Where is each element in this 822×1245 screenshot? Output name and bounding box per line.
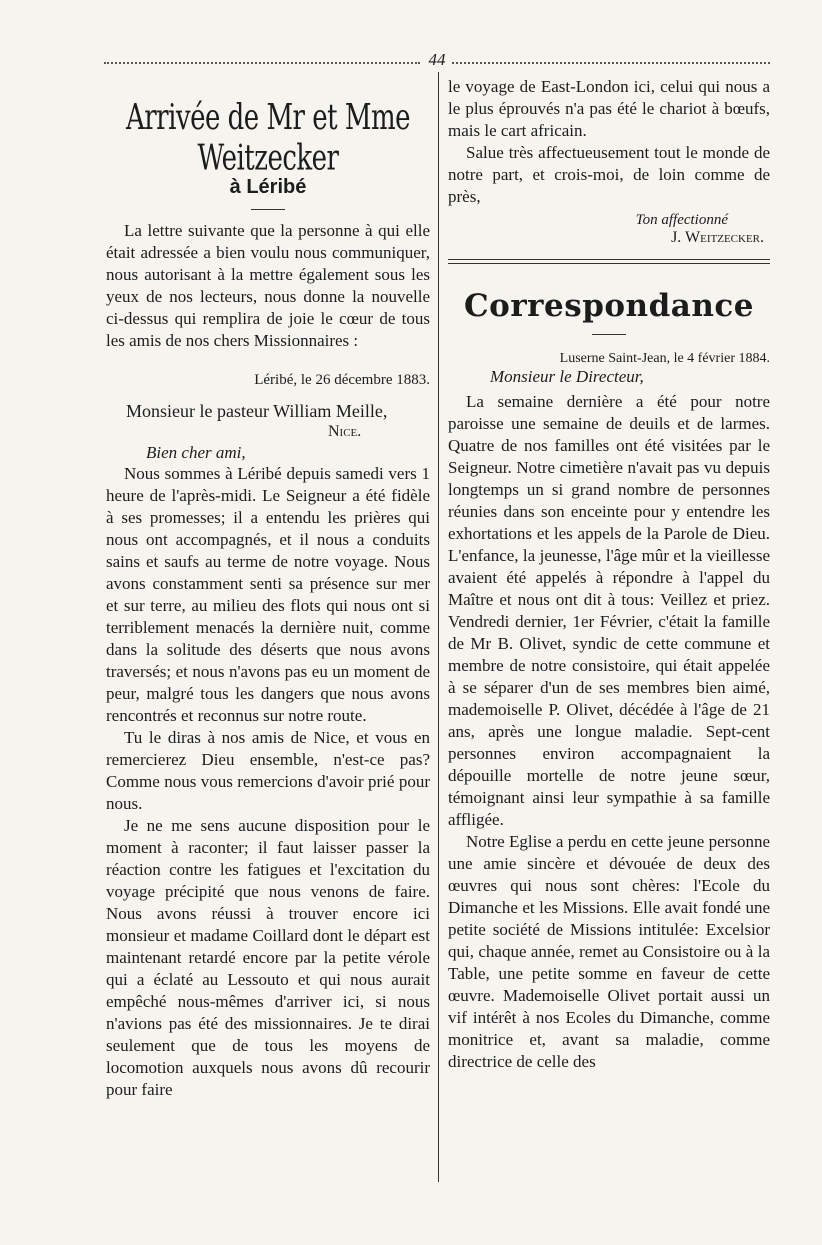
letter-place: Nice. <box>328 423 362 440</box>
letter-continuation: le voyage de East-London ici, celui qui nous a le plus éprouvés n'a pas été le chariot à bœufs, mais le cart africain. <box>448 77 770 140</box>
letter-greeting: Bien cher ami, <box>146 443 246 462</box>
section-rule <box>448 259 770 260</box>
letter-paragraph: Je ne me sens aucune disposition pour le moment à raconter; il faut laisser passer la réaction contre les fatigues et l'excitation du voyage précipité que nous venons de faire. Nous avons réussi à trouver encore ici monsieur et madame Coillard dont le départ est maintenant retardé encore par la petite vérole qui a éclaté au Lessouto et qui nous aurait empêché nous-mêmes d'arriver ici, si nous n'avions pas été des missionnaires. Je te dirai seulement que de tous les moyens de locomotion auxquels nous avons dû recourir pour faire <box>106 816 430 1099</box>
signature-preface: Ton affectionné <box>635 212 728 228</box>
letter-salutation: Monsieur le pasteur William Meille, <box>126 401 388 421</box>
article-subtitle: à Léribé <box>229 176 307 198</box>
letter-closing: Salue très affectueusement tout le monde de notre part, et crois-moi, de loin comme de près, <box>448 143 770 206</box>
section-title-rule <box>592 334 626 335</box>
correspondence-paragraph: La semaine dernière a été pour notre paroisse une semaine de deuils et de larmes. Quatre de nos familles ont été visitées par le Seigneur. Notre cimetière n'avait pas vu depuis longtemps un si grand nombre de personnes réunies dans son enceinte pour y entendre les exhortations et les appels de la Parole de Dieu. L'enfance, la jeunesse, l'âge mûr et la vieillesse avaient été appelés à répondre à l'appel du Maître et nous ont dit à tous: Veillez et priez. Vendredi dernier, 1er Février, c'était la famille de Mr B. Olivet, syndic de cette commune et membre de notre consistoire, qui était appelée à se séparer d'un de ses membres bien aimé, mademoiselle P. Olivet, décédée à l'âge de 21 ans, après une longue maladie. Sept-cent personnes environ accompagnaient la dépouille mortelle de notre jeune sœur, témoignant ainsi leur sympathie à sa famille affligée. <box>448 392 770 829</box>
signature: J. Weitzecker. <box>671 229 764 246</box>
letter-paragraph: Tu le diras à nos amis de Nice, et vous en remercierez Dieu ensemble, n'est-ce pas? Comme nous vous remercions d'avoir prié pour nous. <box>106 728 430 813</box>
correspondence-dateline: Luserne Saint-Jean, le 4 février 1884. <box>559 351 770 366</box>
letter-paragraph: Nous sommes à Léribé depuis samedi vers 1 heure de l'après-midi. Le Seigneur a été fidèle à ses promesses; il a entendu les prières qui nous ont accompagnés, et il nous a conduits sains et saufs au terme de notre voyage. Nous avons constamment senti sa présence sur mer et sur terre, au milieu des flots qui nous ont si terriblement menacés la dernière nuit, comme dans la solitude des déserts que nous avons traversés; et nous n'avons pas eu un moment de peur, malgré tous les dangers que nous avons rencontrés et reconnus sur notre route. <box>106 464 430 725</box>
header-rule-right <box>452 62 770 64</box>
left-column <box>106 76 430 1101</box>
article-title: Arrivée de Mr et Mme Weitzecker <box>125 98 411 179</box>
intro-paragraph: La lettre suivante que la personne à qui elle était adressée a bien voulu nous communiquer, nous autorisant à la mettre également sous les yeux de nos lecteurs, nous donne la nouvelle ci-dessus qui remplira de joie le cœur de tous les amis de nos chers Missionnaires : <box>106 221 430 350</box>
right-column <box>448 76 770 1073</box>
section-rule <box>448 263 770 264</box>
header-rule-left <box>104 62 420 64</box>
section-title: Correspondance <box>464 288 754 324</box>
letter-dateline: Léribé, le 26 décembre 1883. <box>254 372 430 388</box>
column-divider <box>438 72 439 1182</box>
correspondence-salutation: Monsieur le Directeur, <box>490 367 644 386</box>
title-rule <box>251 209 285 210</box>
correspondence-paragraph: Notre Eglise a perdu en cette jeune personne une amie sincère et dévouée de deux des œuvres qui nous sont chères: l'Ecole du Dimanche et les Missions. Elle avait fondé une petite société de Missions intitulée: Excelsior qui, chaque année, remet au Consistoire ou à la Table, une petite somme en faveur de cette œuvre. Mademoiselle Olivet portait aussi un vif intérêt à nos Ecoles du Dimanche, comme monitrice et, avant sa maladie, comme directrice de celle des <box>448 832 770 1071</box>
page-number: 44 <box>428 50 446 69</box>
